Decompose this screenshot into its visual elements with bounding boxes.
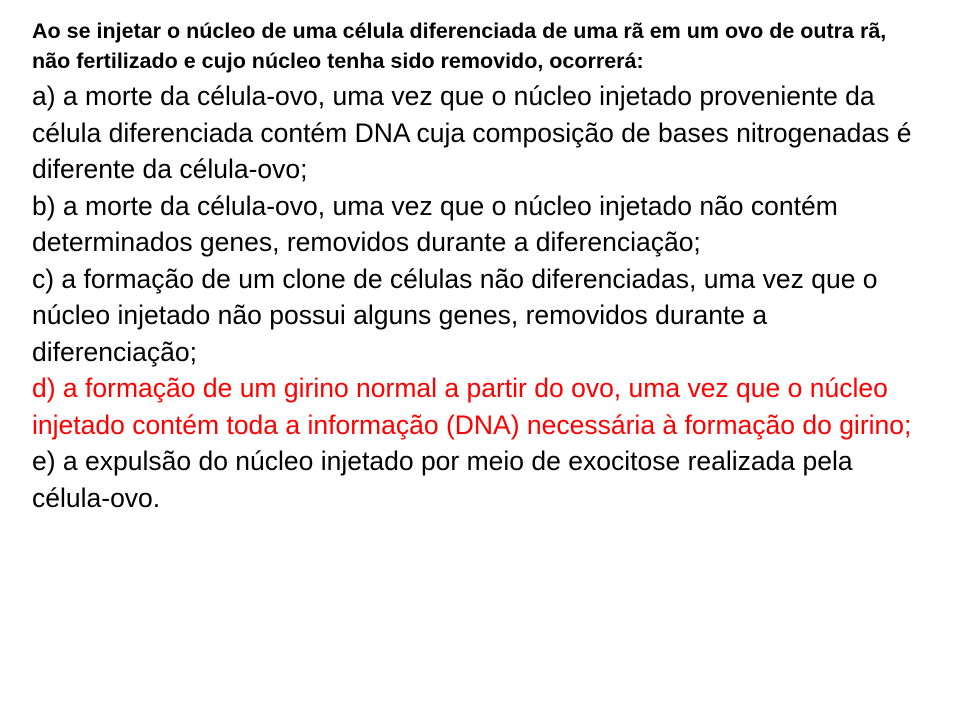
- option-a: a) a morte da célula-ovo, uma vez que o núcleo injetado proveniente da célula diferenciada contém DNA cuja composição de bases nitrogenadas é diferente da célula-ovo;: [32, 81, 912, 184]
- option-c: c) a formação de um clone de células não diferenciadas, uma vez que o núcleo injetado não possui alguns genes, removidos durante a diferenciação;: [32, 263, 878, 367]
- answer-options: [32, 78, 920, 516]
- option-e: e) a expulsão do núcleo injetado por meio de exocitose realizada pela célula-ovo.: [32, 446, 853, 513]
- option-b: b) a morte da célula-ovo, uma vez que o núcleo injetado não contém determinados genes, removidos durante a diferenciação;: [32, 190, 838, 257]
- option-d-correct: d) a formação de um girino normal a partir do ovo, uma vez que o núcleo injetado contém toda a informação (DNA) necessária à formação do girino;: [32, 373, 912, 440]
- question-text: Ao se injetar o núcleo de uma célula diferenciada de uma rã em um ovo de outra rã, não fertilizado e cujo núcleo tenha sido removido, ocorrerá:: [32, 19, 887, 73]
